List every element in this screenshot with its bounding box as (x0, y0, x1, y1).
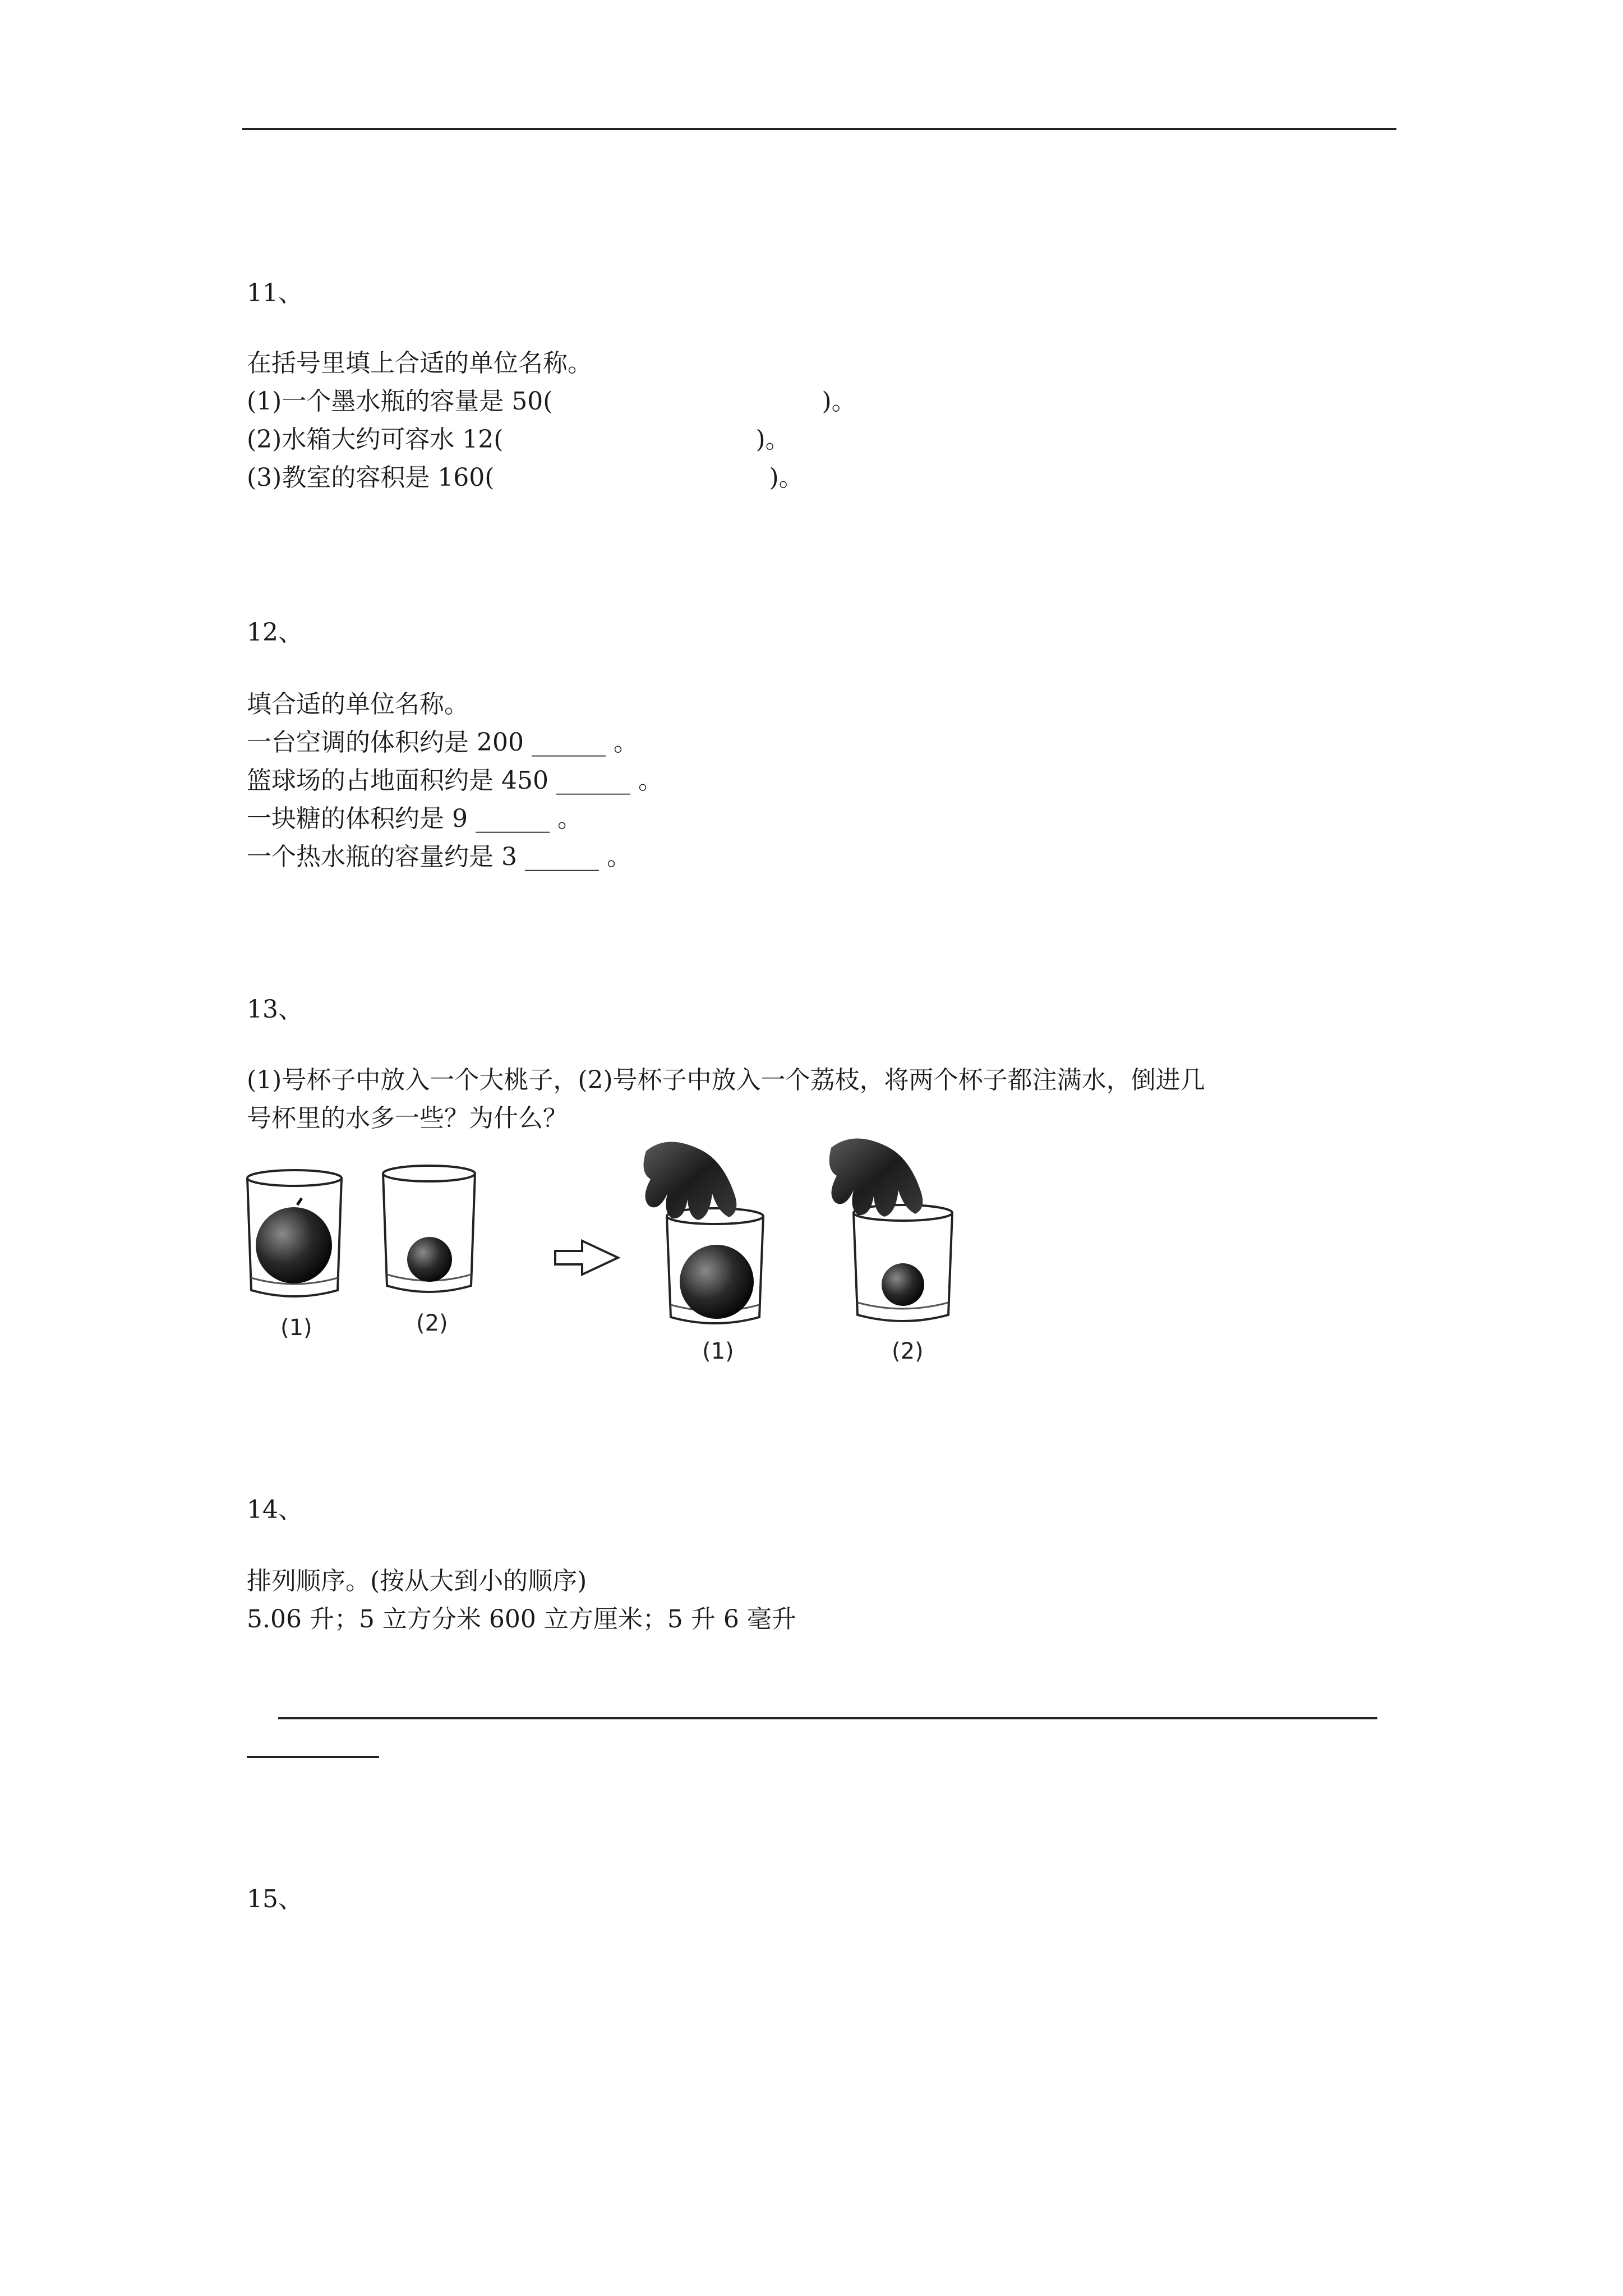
question-14-number: 14、 (247, 1496, 303, 1524)
question-14-line-1: 排列顺序。(按从大到小的顺序) (247, 1567, 587, 1595)
question-11-item-1 (247, 383, 856, 420)
question-13-number: 13、 (247, 995, 303, 1024)
item-text-before: (2)水箱大约可容水 12( (247, 425, 504, 454)
glass-1-filled-with-hand (644, 1142, 764, 1364)
lychee-icon (882, 1263, 924, 1306)
glass-2-after-label: (2) (892, 1338, 924, 1364)
glass-1-with-peach (247, 1170, 342, 1341)
question-12-number: 12、 (247, 618, 303, 647)
question-12-item-4: 一个热水瓶的容量约是 3 ______ 。 (247, 843, 631, 871)
glass-2-with-lychee (383, 1166, 475, 1336)
question-13-line-1: (1)号杯子中放入一个大桃子，(2)号杯子中放入一个荔枝，将两个杯子都注满水，倒进几 (247, 1066, 1205, 1094)
item-text-after: )。 (755, 425, 790, 454)
item-text-before: (1)一个墨水瓶的容量是 50( (247, 387, 553, 416)
question-12-prompt: 填合适的单位名称。 (247, 690, 469, 719)
question-11-item-2 (247, 421, 790, 458)
question-14-line-2: 5.06 升；5 立方分米 600 立方厘米；5 升 6 毫升 (247, 1605, 796, 1634)
item-text-after: )。 (769, 463, 804, 492)
header-rule (242, 128, 1396, 130)
glass-2-label: (2) (416, 1310, 448, 1336)
glass-2-filled-with-hand (829, 1138, 952, 1364)
question-15-number: 15、 (247, 1885, 303, 1913)
hand-icon (829, 1138, 923, 1217)
question-12-item-1: 一台空调的体积约是 200 ______ 。 (247, 728, 638, 757)
glass-1-label: (1) (280, 1315, 312, 1341)
question-13-line-2: 号杯里的水多一些？为什么？ (247, 1104, 568, 1133)
question-11-item-3 (247, 459, 804, 496)
question-13-figure (241, 1128, 1049, 1374)
answer-line-continuation (247, 1756, 379, 1758)
hand-icon (644, 1142, 737, 1220)
answer-line (278, 1717, 1377, 1719)
question-11-prompt: 在括号里填上合适的单位名称。 (247, 349, 592, 378)
arrow-icon (555, 1241, 618, 1274)
question-12-item-2: 篮球场的占地面积约是 450 ______ 。 (247, 766, 663, 795)
glass-1-after-label: (1) (702, 1338, 734, 1364)
item-text-before: (3)教室的容积是 160( (247, 463, 495, 492)
peach-icon (256, 1207, 332, 1283)
question-12-item-3: 一块糖的体积约是 9 ______ 。 (247, 804, 582, 833)
question-11-number: 11、 (247, 279, 303, 307)
item-text-after: )。 (822, 387, 856, 416)
peach-icon (680, 1245, 754, 1319)
lychee-icon (407, 1237, 452, 1282)
